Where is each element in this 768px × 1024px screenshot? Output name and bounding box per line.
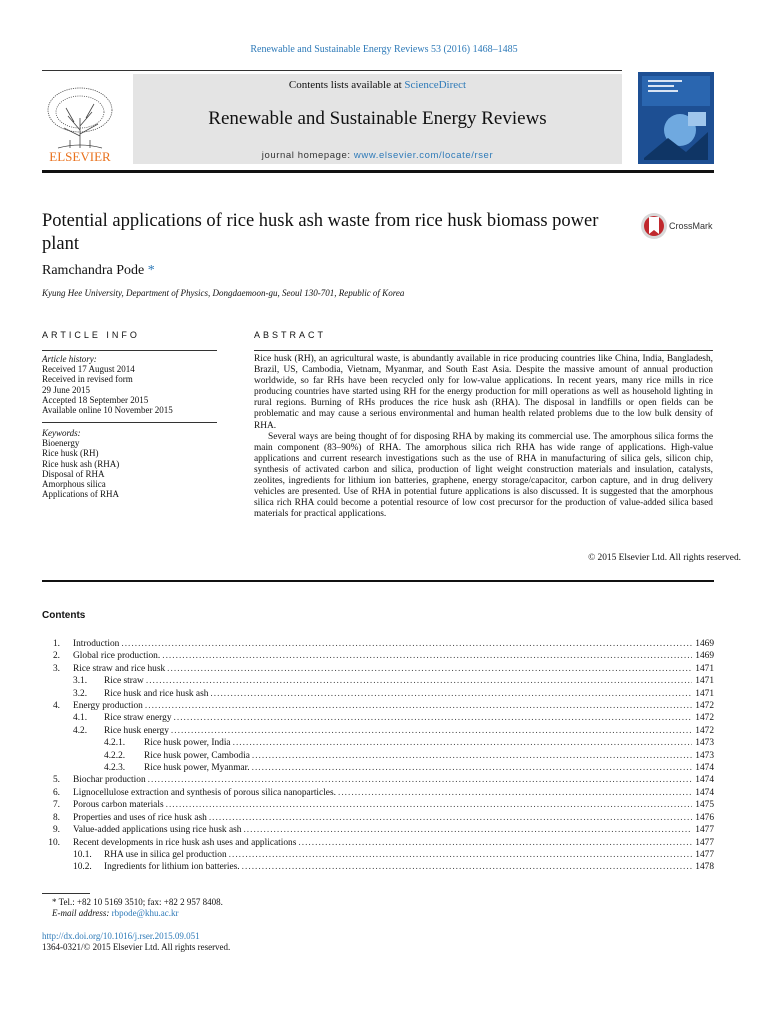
toc-leader bbox=[166, 799, 693, 811]
toc-number: 3. bbox=[52, 663, 60, 674]
history-item: Received 17 August 2014 bbox=[42, 364, 135, 375]
header-bottom-rule bbox=[42, 170, 714, 173]
author-footnote-mark[interactable]: * bbox=[147, 263, 155, 278]
toc-number: 4.1. bbox=[73, 713, 88, 724]
footnote-tel-fax: * Tel.: +82 10 5169 3510; fax: +82 2 957 8408. bbox=[52, 897, 223, 907]
toc-number: 10.2. bbox=[73, 862, 92, 873]
toc-leader bbox=[171, 725, 692, 737]
toc-leader bbox=[145, 700, 692, 712]
toc-entry[interactable] bbox=[42, 824, 714, 836]
keywords-label: Keywords: bbox=[42, 428, 81, 438]
journal-citation: Renewable and Sustainable Energy Reviews 53 (2016) 1468–1485 bbox=[250, 44, 518, 55]
toc-entry[interactable] bbox=[42, 849, 714, 861]
article-info-heading: ARTICLE INFO bbox=[42, 330, 140, 340]
history-item: 29 June 2015 bbox=[42, 384, 90, 395]
toc-label: Properties and uses of rice husk ash bbox=[73, 812, 207, 823]
toc-page: 1471 bbox=[695, 676, 714, 687]
toc-leader bbox=[233, 737, 693, 749]
history-item: Received in revised form bbox=[42, 374, 133, 385]
toc-entry[interactable] bbox=[42, 675, 714, 687]
doi-link[interactable]: http://dx.doi.org/10.1016/j.rser.2015.09.051 bbox=[42, 931, 200, 941]
toc-page: 1472 bbox=[695, 725, 714, 736]
abstract-paragraph: Several ways are being thought of for disposing RHA by making its commercial use. The amorphous silica forms the main component (83–90%) of RHA. The amorphous silica rich RHA has wide range of applications. High-value applications and current research investigations such as the use of RHA in manufacturing of silica gels, silicon chip, synthesis of activated carbon and silica, production of light weight construction materials and insulation, catalysts, zeolites, ingredients for lithium ion batteries, graphene, energy storage/capacitor, carbon capture, and in drug delivery vehicles are presented. Use of RHA in potential future applications is also discussed. It is suggested that the amorphous silica rich RHA could become a potential resource of low cost precursor for the production of value-added silica based materials for practical applications. bbox=[254, 431, 713, 520]
toc-leader bbox=[174, 712, 693, 724]
toc-entry[interactable] bbox=[42, 812, 714, 824]
crossmark-label[interactable]: CrossMark bbox=[669, 221, 713, 231]
toc-leader bbox=[162, 650, 692, 662]
toc-entry[interactable] bbox=[42, 737, 714, 749]
toc-leader bbox=[210, 688, 692, 700]
abstract-heading: ABSTRACT bbox=[254, 330, 327, 340]
toc-number: 4.2.1. bbox=[104, 738, 126, 749]
author-name: Ramchandra Pode bbox=[42, 263, 145, 278]
toc-leader bbox=[243, 824, 692, 836]
toc-number: 4. bbox=[52, 701, 60, 712]
contents-available-text: Contents lists available at bbox=[288, 79, 405, 91]
toc-page: 1477 bbox=[695, 849, 714, 860]
toc-number: 1. bbox=[52, 639, 60, 649]
toc-label: Rice straw bbox=[104, 676, 144, 687]
toc-page: 1475 bbox=[695, 800, 714, 811]
toc-entry[interactable] bbox=[42, 663, 714, 675]
doi-block bbox=[42, 931, 230, 953]
toc-entry[interactable] bbox=[42, 762, 714, 774]
toc-page: 1474 bbox=[695, 763, 714, 774]
toc-leader bbox=[338, 787, 692, 799]
toc-leader bbox=[252, 762, 693, 774]
elsevier-wordmark: ELSEVIER bbox=[49, 149, 111, 164]
toc-label: Rice husk and rice husk ash bbox=[104, 688, 209, 699]
toc-number: 5. bbox=[52, 775, 60, 786]
toc-page: 1472 bbox=[695, 701, 714, 712]
toc-entry[interactable] bbox=[42, 787, 714, 799]
toc-number: 8. bbox=[52, 812, 60, 823]
toc-page: 1474 bbox=[695, 775, 714, 786]
toc-label: Ingredients for lithium ion batteries. bbox=[104, 862, 240, 873]
toc-leader bbox=[146, 675, 692, 687]
journal-title: Renewable and Sustainable Energy Reviews bbox=[208, 108, 547, 129]
keyword: Amorphous silica bbox=[42, 479, 106, 490]
issn-copyright: 1364-0321/© 2015 Elsevier Ltd. All rights reserved. bbox=[42, 942, 231, 952]
toc-entry[interactable] bbox=[42, 774, 714, 786]
toc-number: 7. bbox=[52, 800, 60, 811]
toc-number: 10. bbox=[48, 837, 60, 848]
toc-leader bbox=[242, 861, 693, 873]
toc-label: Recent developments in rice husk ash uses and applications bbox=[73, 837, 297, 848]
abstract-end-rule bbox=[42, 580, 714, 582]
article-info-rule bbox=[42, 350, 217, 351]
toc-leader bbox=[121, 638, 692, 650]
abstract-paragraph: Rice husk (RH), an agricultural waste, is abundantly available in rice producing countries like China, India, Bangladesh, Brazil, US, Cambodia, Vietnam, Myanmar, and South East Asia. Despite the massive amount of annual production worldwide, so far RHs have been recycled only for low-value applications. In recent years, many rice mills in rice producing countries have started using RH for the energy production for mill operations as well as household lighting in rural regions. Burning of RHs produces the rice husk ash (RHA). The disposal in landfills or open fields can be problematic and may cause a serious environmental and human health related problems due to the low bulk density of RHA. bbox=[254, 354, 713, 431]
email-label: E-mail address: bbox=[52, 908, 112, 918]
contents-heading: Contents bbox=[42, 610, 86, 621]
toc-label: Rice husk power, Myanmar. bbox=[144, 763, 250, 774]
keywords-block bbox=[42, 428, 217, 499]
article-title: Potential applications of rice husk ash waste from rice husk biomass power plant bbox=[42, 211, 599, 254]
toc-label: Rice husk power, India bbox=[144, 738, 231, 749]
toc-label: Introduction bbox=[73, 639, 120, 649]
journal-cover-thumbnail bbox=[638, 72, 714, 164]
header-top-rule bbox=[42, 70, 622, 71]
contents-available-line bbox=[133, 79, 622, 91]
toc-page: 1473 bbox=[695, 750, 714, 761]
toc-entry[interactable] bbox=[42, 861, 714, 873]
abstract-rule bbox=[254, 350, 713, 351]
footnote-rule bbox=[42, 893, 90, 894]
toc-page: 1471 bbox=[695, 688, 714, 699]
toc-number: 3.2. bbox=[73, 688, 88, 699]
toc-page: 1476 bbox=[695, 812, 714, 823]
toc-page: 1473 bbox=[695, 738, 714, 749]
toc-label: Lignocellulose extraction and synthesis of porous silica nanoparticles. bbox=[73, 787, 336, 798]
toc-leader bbox=[252, 750, 692, 762]
toc-label: Value-added applications using rice husk ash bbox=[73, 825, 242, 836]
author-email-link[interactable]: rbpode@khu.ac.kr bbox=[111, 908, 179, 918]
keyword: Rice husk (RH) bbox=[42, 448, 99, 459]
article-history bbox=[42, 354, 217, 415]
toc-entry[interactable] bbox=[42, 799, 714, 811]
toc-leader bbox=[148, 774, 693, 786]
toc-label: Rice husk power, Cambodia bbox=[144, 750, 250, 761]
author-line bbox=[42, 263, 155, 279]
sciencedirect-link[interactable]: ScienceDirect bbox=[404, 79, 467, 91]
elsevier-tree-logo bbox=[40, 78, 120, 164]
history-label: Article history: bbox=[42, 354, 97, 364]
toc-leader bbox=[229, 849, 693, 861]
toc-label: Rice straw and rice husk bbox=[73, 663, 166, 674]
toc-entry[interactable] bbox=[42, 700, 714, 712]
toc-page: 1469 bbox=[695, 651, 714, 662]
toc-page: 1472 bbox=[695, 713, 714, 724]
toc-page: 1471 bbox=[695, 663, 714, 674]
toc-entry[interactable] bbox=[42, 750, 714, 762]
toc-number: 9. bbox=[52, 825, 60, 836]
keyword: Applications of RHA bbox=[42, 489, 119, 500]
toc-number: 4.2. bbox=[73, 725, 88, 736]
keywords-rule bbox=[42, 422, 217, 423]
toc-number: 3.1. bbox=[73, 676, 88, 687]
toc-number: 4.2.2. bbox=[104, 750, 126, 761]
toc-label: Biochar production bbox=[73, 775, 146, 786]
keyword: Rice husk ash (RHA) bbox=[42, 458, 120, 469]
toc-entry[interactable] bbox=[42, 688, 714, 700]
toc-label: RHA use in silica gel production bbox=[104, 849, 227, 860]
toc-number: 4.2.3. bbox=[104, 763, 126, 774]
toc-entry[interactable] bbox=[42, 650, 714, 662]
author-affiliation: Kyung Hee University, Department of Physics, Dongdaemoon-gu, Seoul 130-701, Republic of Korea bbox=[42, 288, 405, 298]
toc-entry[interactable] bbox=[42, 638, 714, 650]
toc-leader bbox=[298, 837, 692, 849]
journal-homepage-line bbox=[133, 150, 622, 161]
toc-page: 1478 bbox=[695, 862, 714, 873]
author-footnote bbox=[52, 897, 223, 919]
toc-leader bbox=[167, 663, 692, 675]
toc-page: 1477 bbox=[695, 825, 714, 836]
keyword: Disposal of RHA bbox=[42, 468, 105, 479]
toc-label: Energy production bbox=[73, 701, 143, 712]
toc-page: 1469 bbox=[695, 639, 714, 649]
toc-label: Porous carbon materials bbox=[73, 800, 164, 811]
abstract-body bbox=[254, 354, 713, 520]
toc-number: 10.1. bbox=[73, 849, 92, 860]
abstract-copyright: © 2015 Elsevier Ltd. All rights reserved. bbox=[588, 553, 741, 563]
homepage-label: journal homepage: bbox=[261, 150, 354, 161]
toc-page: 1477 bbox=[695, 837, 714, 848]
toc-entry[interactable] bbox=[42, 712, 714, 724]
toc-page: 1474 bbox=[695, 787, 714, 798]
keyword: Bioenergy bbox=[42, 438, 80, 449]
toc-entry[interactable] bbox=[42, 725, 714, 737]
toc-leader bbox=[209, 812, 692, 824]
toc-label: Rice straw energy bbox=[104, 713, 172, 724]
table-of-contents bbox=[42, 638, 714, 874]
toc-label: Rice husk energy bbox=[104, 725, 169, 736]
toc-number: 2. bbox=[52, 651, 60, 662]
toc-number: 6. bbox=[52, 787, 60, 798]
history-item: Available online 10 November 2015 bbox=[42, 405, 173, 416]
toc-label: Global rice production. bbox=[73, 651, 161, 662]
homepage-link[interactable]: www.elsevier.com/locate/rser bbox=[353, 150, 494, 161]
history-item: Accepted 18 September 2015 bbox=[42, 394, 149, 405]
toc-entry[interactable] bbox=[42, 837, 714, 849]
